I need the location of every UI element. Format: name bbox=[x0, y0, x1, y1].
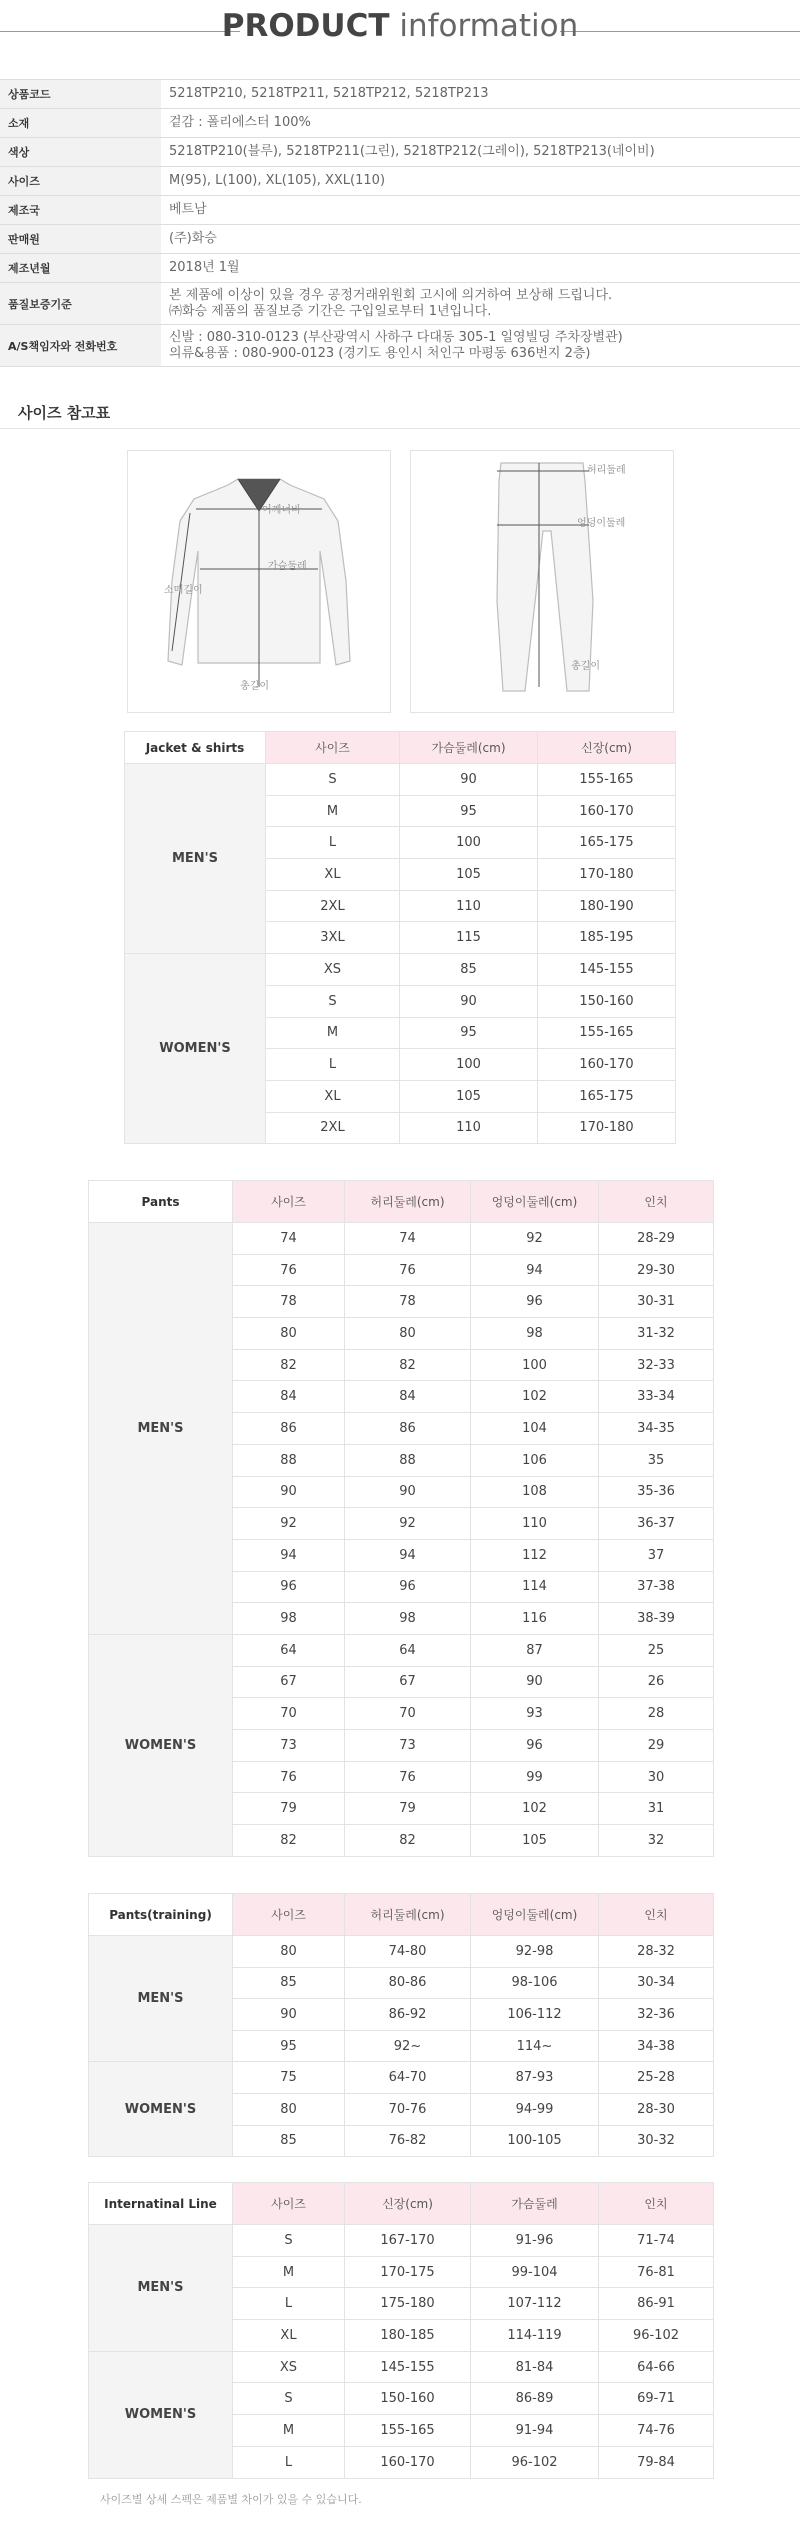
table-cell: 102 bbox=[471, 1793, 599, 1825]
table-row bbox=[89, 2225, 714, 2257]
table-cell: 75 bbox=[233, 2062, 345, 2094]
group-label: MEN'S bbox=[125, 764, 266, 954]
table-cell: 84 bbox=[233, 1381, 345, 1413]
table-cell: 67 bbox=[345, 1666, 471, 1698]
table-cell: 71-74 bbox=[599, 2225, 714, 2257]
table-cell: 98-106 bbox=[471, 1967, 599, 1999]
table-cell: 86-91 bbox=[599, 2288, 714, 2320]
table-cell: 100 bbox=[400, 827, 538, 859]
table-header-row bbox=[89, 1181, 714, 1223]
table-cell: 25-28 bbox=[599, 2062, 714, 2094]
info-key: A/S책임자와 전화번호 bbox=[0, 325, 161, 367]
pants-length-label: 총길이 bbox=[571, 661, 600, 672]
info-row bbox=[0, 283, 800, 325]
table-cell: 32-36 bbox=[599, 1999, 714, 2031]
page-title bbox=[0, 8, 800, 44]
column-header: 인치 bbox=[599, 1181, 714, 1223]
table-cell: 170-180 bbox=[538, 1112, 676, 1144]
table-cell: 85 bbox=[400, 954, 538, 986]
table-cell: 70 bbox=[345, 1698, 471, 1730]
page-header bbox=[0, 0, 800, 66]
table-row bbox=[89, 1634, 714, 1666]
table-cell: 160-170 bbox=[538, 795, 676, 827]
table-cell: 2XL bbox=[266, 890, 400, 922]
info-key: 제조년월 bbox=[0, 254, 161, 283]
column-header: 가슴둘레 bbox=[471, 2183, 599, 2225]
table-cell: M bbox=[233, 2415, 345, 2447]
table-cell: 105 bbox=[400, 859, 538, 891]
table-cell: 105 bbox=[471, 1825, 599, 1857]
table-cell: 150-160 bbox=[538, 985, 676, 1017]
title-bold: PRODUCT bbox=[221, 8, 390, 44]
table-cell: S bbox=[233, 2383, 345, 2415]
info-key: 판매원 bbox=[0, 225, 161, 254]
table-cell: 76 bbox=[345, 1761, 471, 1793]
table-cell: 155-165 bbox=[538, 764, 676, 796]
table-cell: 96 bbox=[471, 1730, 599, 1762]
table-cell: 92 bbox=[233, 1508, 345, 1540]
jacket-body bbox=[125, 764, 676, 1144]
table-cell: S bbox=[233, 2225, 345, 2257]
info-value: 5218TP210(블루), 5218TP211(그린), 5218TP212(그레이), 5218TP213(네이비) bbox=[161, 138, 800, 167]
size-section-title: 사이즈 참고표 bbox=[18, 404, 111, 422]
table-cell: 81-84 bbox=[471, 2351, 599, 2383]
table-cell: 37-38 bbox=[599, 1571, 714, 1603]
table-cell: 78 bbox=[345, 1286, 471, 1318]
table-cell: 2XL bbox=[266, 1112, 400, 1144]
table-cell: 90 bbox=[400, 985, 538, 1017]
table-cell: 110 bbox=[471, 1508, 599, 1540]
table-cell: 74 bbox=[345, 1223, 471, 1255]
info-value bbox=[161, 283, 800, 325]
table-cell: 82 bbox=[345, 1349, 471, 1381]
jacket-size-table bbox=[124, 731, 676, 1144]
table-cell: 98 bbox=[471, 1318, 599, 1350]
title-light: information bbox=[399, 8, 579, 44]
table-cell: 150-160 bbox=[345, 2383, 471, 2415]
group-label: WOMEN'S bbox=[89, 2062, 233, 2157]
table-cell: 28-30 bbox=[599, 2093, 714, 2125]
info-key: 색상 bbox=[0, 138, 161, 167]
table-cell: 67 bbox=[233, 1666, 345, 1698]
table-cell: 87 bbox=[471, 1634, 599, 1666]
table-cell: 91-94 bbox=[471, 2415, 599, 2447]
info-value: M(95), L(100), XL(105), XXL(110) bbox=[161, 167, 800, 196]
table-cell: 98 bbox=[345, 1603, 471, 1635]
table-cell: 165-175 bbox=[538, 827, 676, 859]
table-cell: 79 bbox=[345, 1793, 471, 1825]
table-row bbox=[125, 764, 676, 796]
table-cell: 64-66 bbox=[599, 2351, 714, 2383]
table-cell: 145-155 bbox=[345, 2351, 471, 2383]
table-category: Pants bbox=[89, 1181, 233, 1223]
info-row bbox=[0, 167, 800, 196]
table-cell: 145-155 bbox=[538, 954, 676, 986]
table-cell: 28 bbox=[599, 1698, 714, 1730]
table-cell: 96-102 bbox=[471, 2446, 599, 2478]
table-cell: 85 bbox=[233, 2125, 345, 2157]
table-cell: XL bbox=[266, 859, 400, 891]
table-cell: 26 bbox=[599, 1666, 714, 1698]
info-value-line: 본 제품에 이상이 있을 경우 공정거래위원회 고시에 의거하여 보상해 드립니다. bbox=[169, 287, 613, 303]
table-cell: 88 bbox=[233, 1444, 345, 1476]
table-cell: 102 bbox=[471, 1381, 599, 1413]
table-cell: 100 bbox=[471, 1349, 599, 1381]
table-cell: 80 bbox=[233, 1936, 345, 1968]
info-value: 5218TP210, 5218TP211, 5218TP212, 5218TP213 bbox=[161, 80, 800, 109]
info-row bbox=[0, 254, 800, 283]
info-key: 상품코드 bbox=[0, 80, 161, 109]
table-category: Pants(training) bbox=[89, 1894, 233, 1936]
table-cell: 99 bbox=[471, 1761, 599, 1793]
table-cell: 107-112 bbox=[471, 2288, 599, 2320]
table-cell: 79-84 bbox=[599, 2446, 714, 2478]
table-cell: 32-33 bbox=[599, 1349, 714, 1381]
table-cell: 70 bbox=[233, 1698, 345, 1730]
info-value: 2018년 1월 bbox=[161, 254, 800, 283]
table-cell: 30-34 bbox=[599, 1967, 714, 1999]
info-key: 품질보증기준 bbox=[0, 283, 161, 325]
table-cell: 32 bbox=[599, 1825, 714, 1857]
table-cell: XL bbox=[266, 1080, 400, 1112]
table-cell: 76-82 bbox=[345, 2125, 471, 2157]
table-cell: 180-190 bbox=[538, 890, 676, 922]
column-header: 허리둘레(cm) bbox=[345, 1181, 471, 1223]
table-cell: 92-98 bbox=[471, 1936, 599, 1968]
table-cell: 82 bbox=[345, 1825, 471, 1857]
table-cell: 34-35 bbox=[599, 1413, 714, 1445]
table-header-row bbox=[89, 1894, 714, 1936]
group-label: MEN'S bbox=[89, 1223, 233, 1635]
column-header: 인치 bbox=[599, 2183, 714, 2225]
table-cell: 69-71 bbox=[599, 2383, 714, 2415]
table-cell: 90 bbox=[233, 1476, 345, 1508]
table-cell: 64 bbox=[345, 1634, 471, 1666]
table-cell: 84 bbox=[345, 1381, 471, 1413]
table-cell: 99-104 bbox=[471, 2256, 599, 2288]
table-cell: L bbox=[233, 2288, 345, 2320]
table-cell: 167-170 bbox=[345, 2225, 471, 2257]
table-cell: 37 bbox=[599, 1539, 714, 1571]
table-cell: 160-170 bbox=[538, 1049, 676, 1081]
table-cell: XL bbox=[233, 2320, 345, 2352]
table-cell: 30-32 bbox=[599, 2125, 714, 2157]
table-cell: 80 bbox=[345, 1318, 471, 1350]
table-cell: 110 bbox=[400, 890, 538, 922]
group-label: MEN'S bbox=[89, 2225, 233, 2352]
info-row bbox=[0, 325, 800, 367]
footnote: 사이즈별 상세 스펙은 제품별 차이가 있을 수 있습니다. bbox=[100, 2493, 362, 2506]
table-cell: 87-93 bbox=[471, 2062, 599, 2094]
table-cell: 98 bbox=[233, 1603, 345, 1635]
table-cell: L bbox=[266, 827, 400, 859]
table-cell: 30-31 bbox=[599, 1286, 714, 1318]
table-cell: 80 bbox=[233, 1318, 345, 1350]
table-cell: 86-89 bbox=[471, 2383, 599, 2415]
table-cell: 64 bbox=[233, 1634, 345, 1666]
table-cell: 31-32 bbox=[599, 1318, 714, 1350]
table-cell: 112 bbox=[471, 1539, 599, 1571]
table-row bbox=[89, 1223, 714, 1255]
chest-label: 가슴둘레 bbox=[268, 561, 307, 572]
table-cell: 88 bbox=[345, 1444, 471, 1476]
table-cell: XS bbox=[233, 2351, 345, 2383]
column-header: 사이즈 bbox=[266, 732, 400, 764]
table-cell: 85 bbox=[233, 1967, 345, 1999]
table-cell: 25 bbox=[599, 1634, 714, 1666]
info-key: 사이즈 bbox=[0, 167, 161, 196]
table-cell: 170-180 bbox=[538, 859, 676, 891]
pants-illustration bbox=[410, 450, 674, 713]
column-header: 사이즈 bbox=[233, 2183, 345, 2225]
table-cell: 74 bbox=[233, 1223, 345, 1255]
table-cell: 76-81 bbox=[599, 2256, 714, 2288]
training-body bbox=[89, 1936, 714, 2157]
table-cell: 92 bbox=[345, 1508, 471, 1540]
length-label: 총길이 bbox=[240, 681, 269, 692]
column-header: 사이즈 bbox=[233, 1894, 345, 1936]
info-value-line: 신발 : 080-310-0123 (부산광역시 사하구 다대동 305-1 일영빌딩 주차장별관) bbox=[169, 329, 623, 345]
group-label: WOMEN'S bbox=[89, 2351, 233, 2478]
table-cell: 100 bbox=[400, 1049, 538, 1081]
table-cell: 110 bbox=[400, 1112, 538, 1144]
table-cell: 93 bbox=[471, 1698, 599, 1730]
table-cell: 155-165 bbox=[538, 1017, 676, 1049]
table-cell: 76 bbox=[233, 1761, 345, 1793]
table-row bbox=[89, 2351, 714, 2383]
table-cell: 34-38 bbox=[599, 2030, 714, 2062]
pants-size-table bbox=[88, 1180, 714, 1857]
column-header: 신장(cm) bbox=[538, 732, 676, 764]
table-cell: 108 bbox=[471, 1476, 599, 1508]
table-row bbox=[89, 2062, 714, 2094]
table-cell: 82 bbox=[233, 1825, 345, 1857]
table-cell: 170-175 bbox=[345, 2256, 471, 2288]
table-cell: 36-37 bbox=[599, 1508, 714, 1540]
table-cell: 76 bbox=[345, 1254, 471, 1286]
table-cell: 86-92 bbox=[345, 1999, 471, 2031]
training-size-table bbox=[88, 1893, 714, 2157]
table-cell: 94 bbox=[471, 1254, 599, 1286]
table-cell: 79 bbox=[233, 1793, 345, 1825]
table-cell: 38-39 bbox=[599, 1603, 714, 1635]
table-row bbox=[125, 954, 676, 986]
divider bbox=[0, 428, 800, 429]
table-cell: 33-34 bbox=[599, 1381, 714, 1413]
table-cell: 175-180 bbox=[345, 2288, 471, 2320]
jacket-illustration bbox=[127, 450, 391, 713]
table-header-row bbox=[125, 732, 676, 764]
table-cell: 160-170 bbox=[345, 2446, 471, 2478]
table-cell: 28-32 bbox=[599, 1936, 714, 1968]
table-cell: M bbox=[266, 1017, 400, 1049]
table-row bbox=[89, 1936, 714, 1968]
info-value: (주)화승 bbox=[161, 225, 800, 254]
table-cell: 185-195 bbox=[538, 922, 676, 954]
pants-body bbox=[89, 1223, 714, 1857]
product-info-table bbox=[0, 79, 800, 367]
table-cell: 92 bbox=[471, 1223, 599, 1255]
table-cell: 29-30 bbox=[599, 1254, 714, 1286]
table-cell: 95 bbox=[400, 1017, 538, 1049]
table-cell: 105 bbox=[400, 1080, 538, 1112]
table-cell: 82 bbox=[233, 1349, 345, 1381]
table-cell: 80-86 bbox=[345, 1967, 471, 1999]
group-label: MEN'S bbox=[89, 1936, 233, 2062]
table-cell: 73 bbox=[345, 1730, 471, 1762]
international-body bbox=[89, 2225, 714, 2479]
table-cell: 3XL bbox=[266, 922, 400, 954]
table-cell: 76 bbox=[233, 1254, 345, 1286]
table-cell: 31 bbox=[599, 1793, 714, 1825]
shoulder-label: 어깨너비 bbox=[262, 505, 301, 516]
table-cell: 30 bbox=[599, 1761, 714, 1793]
table-cell: XS bbox=[266, 954, 400, 986]
table-cell: 35-36 bbox=[599, 1476, 714, 1508]
table-cell: 35 bbox=[599, 1444, 714, 1476]
info-value-line: ㈜화승 제품의 품질보증 기간은 구입일로부터 1년입니다. bbox=[169, 303, 492, 319]
column-header: 엉덩이둘레(cm) bbox=[471, 1894, 599, 1936]
table-cell: 115 bbox=[400, 922, 538, 954]
column-header: 인치 bbox=[599, 1894, 714, 1936]
table-cell: 106 bbox=[471, 1444, 599, 1476]
table-cell: 29 bbox=[599, 1730, 714, 1762]
column-header: 사이즈 bbox=[233, 1181, 345, 1223]
info-row bbox=[0, 80, 800, 109]
table-cell: L bbox=[233, 2446, 345, 2478]
table-cell: 96-102 bbox=[599, 2320, 714, 2352]
table-cell: 92~ bbox=[345, 2030, 471, 2062]
table-cell: 114~ bbox=[471, 2030, 599, 2062]
table-cell: 64-70 bbox=[345, 2062, 471, 2094]
table-cell: 100-105 bbox=[471, 2125, 599, 2157]
table-cell: 74-76 bbox=[599, 2415, 714, 2447]
table-category: Internatinal Line bbox=[89, 2183, 233, 2225]
info-key: 소재 bbox=[0, 109, 161, 138]
info-value: 겉감 : 폴리에스터 100% bbox=[161, 109, 800, 138]
info-row bbox=[0, 109, 800, 138]
sleeve-label: 소매길이 bbox=[164, 585, 203, 596]
table-cell: 114-119 bbox=[471, 2320, 599, 2352]
info-row bbox=[0, 196, 800, 225]
table-cell: 78 bbox=[233, 1286, 345, 1318]
table-cell: 86 bbox=[345, 1413, 471, 1445]
table-cell: 104 bbox=[471, 1413, 599, 1445]
table-cell: 114 bbox=[471, 1571, 599, 1603]
table-cell: 94-99 bbox=[471, 2093, 599, 2125]
table-cell: 155-165 bbox=[345, 2415, 471, 2447]
table-cell: 80 bbox=[233, 2093, 345, 2125]
international-size-table bbox=[88, 2182, 714, 2479]
column-header: 허리둘레(cm) bbox=[345, 1894, 471, 1936]
table-cell: 90 bbox=[233, 1999, 345, 2031]
table-cell: 96 bbox=[471, 1286, 599, 1318]
table-cell: 106-112 bbox=[471, 1999, 599, 2031]
table-cell: 73 bbox=[233, 1730, 345, 1762]
table-cell: 94 bbox=[233, 1539, 345, 1571]
table-cell: S bbox=[266, 764, 400, 796]
table-cell: 90 bbox=[471, 1666, 599, 1698]
table-cell: 96 bbox=[233, 1571, 345, 1603]
table-cell: 90 bbox=[345, 1476, 471, 1508]
table-header-row bbox=[89, 2183, 714, 2225]
info-row bbox=[0, 225, 800, 254]
table-cell: 180-185 bbox=[345, 2320, 471, 2352]
group-label: WOMEN'S bbox=[125, 954, 266, 1144]
column-header: 신장(cm) bbox=[345, 2183, 471, 2225]
table-cell: S bbox=[266, 985, 400, 1017]
table-cell: 28-29 bbox=[599, 1223, 714, 1255]
table-cell: M bbox=[233, 2256, 345, 2288]
table-cell: 86 bbox=[233, 1413, 345, 1445]
info-value bbox=[161, 325, 800, 367]
info-row bbox=[0, 138, 800, 167]
table-cell: 74-80 bbox=[345, 1936, 471, 1968]
table-cell: 90 bbox=[400, 764, 538, 796]
info-value: 베트남 bbox=[161, 196, 800, 225]
table-cell: M bbox=[266, 795, 400, 827]
column-header: 엉덩이둘레(cm) bbox=[471, 1181, 599, 1223]
group-label: WOMEN'S bbox=[89, 1634, 233, 1856]
table-cell: L bbox=[266, 1049, 400, 1081]
table-cell: 165-175 bbox=[538, 1080, 676, 1112]
table-cell: 96 bbox=[345, 1571, 471, 1603]
info-key: 제조국 bbox=[0, 196, 161, 225]
table-cell: 95 bbox=[400, 795, 538, 827]
column-header: 가슴둘레(cm) bbox=[400, 732, 538, 764]
table-cell: 91-96 bbox=[471, 2225, 599, 2257]
hip-label: 엉덩이둘레 bbox=[577, 518, 626, 529]
info-value-line: 의류&용품 : 080-900-0123 (경기도 용인시 처인구 마평동 636번지 2층) bbox=[169, 345, 591, 361]
table-cell: 116 bbox=[471, 1603, 599, 1635]
table-category: Jacket & shirts bbox=[125, 732, 266, 764]
pants-drawing bbox=[411, 451, 673, 712]
table-cell: 95 bbox=[233, 2030, 345, 2062]
waist-label: 허리둘레 bbox=[587, 465, 626, 476]
table-cell: 70-76 bbox=[345, 2093, 471, 2125]
table-cell: 94 bbox=[345, 1539, 471, 1571]
